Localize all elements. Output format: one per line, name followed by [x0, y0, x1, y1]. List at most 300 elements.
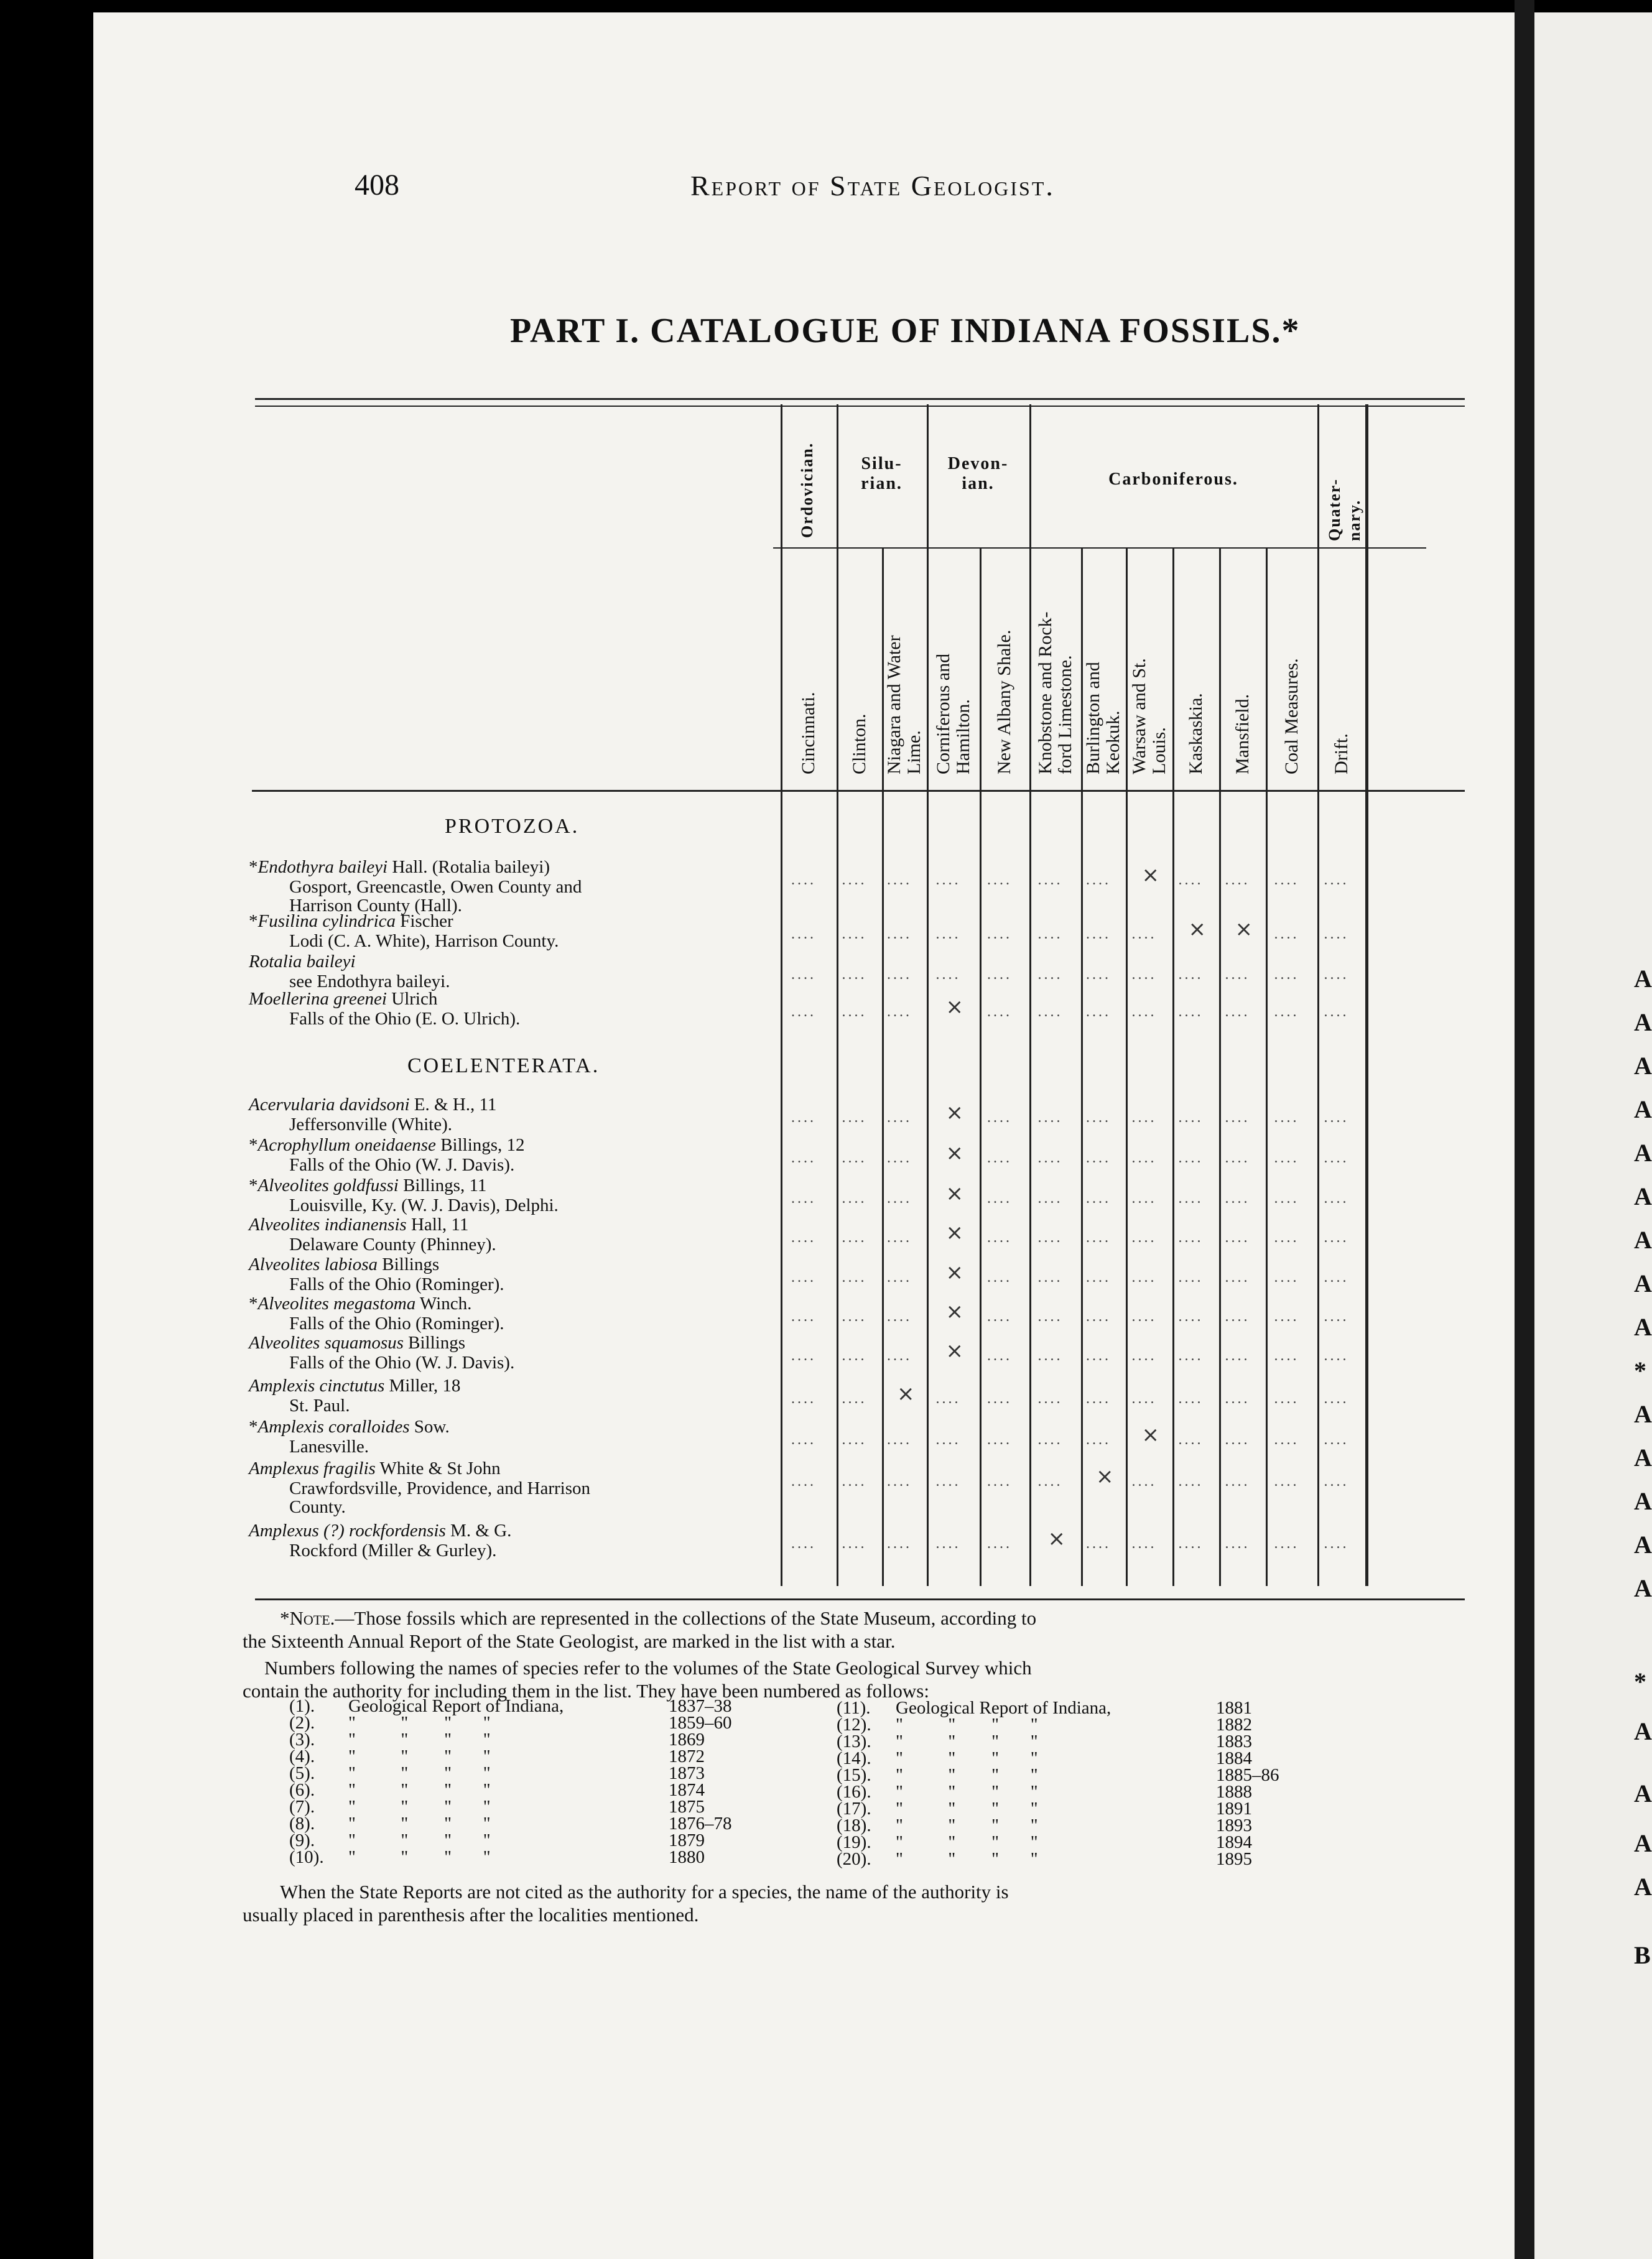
dot-leader: .... [1037, 1309, 1063, 1325]
dot-leader: .... [1274, 1230, 1299, 1246]
facing-page-letter: B [1634, 1941, 1651, 1969]
column-rule [837, 547, 838, 1586]
volume-label: " " " " [348, 1713, 491, 1733]
column-header: Niagara and Water Lime. [884, 635, 924, 774]
column-rule [1365, 404, 1368, 1586]
dot-leader: .... [791, 1004, 816, 1020]
species-locality: Falls of the Ohio (Rominger). [289, 1274, 504, 1294]
group-rule [1317, 404, 1319, 547]
dot-leader: .... [935, 872, 961, 888]
species-locality: St. Paul. [289, 1396, 350, 1416]
dot-leader: .... [1086, 1269, 1111, 1286]
column-rule [980, 547, 981, 1586]
column-header: Burlington and Keokuk. [1083, 662, 1123, 774]
volume-number: (2). [289, 1713, 315, 1733]
species-authority: Billings, 12 [435, 1135, 525, 1155]
column-header: Corniferous and Hamilton. [932, 653, 973, 774]
dot-leader: .... [1086, 1348, 1111, 1364]
dot-leader: .... [1178, 1269, 1204, 1286]
dot-leader: .... [791, 1110, 816, 1126]
volume-label: " " " " [348, 1730, 491, 1750]
dot-leader: .... [1274, 926, 1299, 942]
occurrence-mark: × [945, 1299, 963, 1324]
dot-leader: .... [1274, 1150, 1299, 1166]
column-header: New Albany Shale. [994, 629, 1014, 774]
dot-leader: .... [987, 1269, 1012, 1286]
dot-leader: .... [1178, 1391, 1204, 1407]
species-authority: Billings [403, 1333, 466, 1353]
group-header-ordovician: Ordovician. [798, 442, 816, 538]
volume-label: " " " " [348, 1830, 491, 1850]
species-authority: Fischer [396, 911, 453, 931]
column-rule [1126, 547, 1128, 1586]
dot-leader: .... [1086, 1536, 1111, 1552]
species-locality: Jeffersonville (White). [289, 1115, 452, 1134]
dot-leader: .... [842, 1348, 867, 1364]
volume-number: (1). [289, 1696, 315, 1716]
dot-leader: .... [1037, 1230, 1063, 1246]
closing-line-2: usually placed in parenthesis after the localities mentioned. [243, 1904, 699, 1926]
dot-leader: .... [842, 1230, 867, 1246]
volume-number: (19). [837, 1832, 871, 1852]
volume-year: 1869 [669, 1730, 705, 1750]
dot-leader: .... [1225, 1432, 1250, 1448]
dot-leader: .... [987, 872, 1012, 888]
catalogue-entry [249, 911, 453, 932]
dot-leader: .... [1037, 1004, 1063, 1020]
dot-leader: .... [791, 926, 816, 942]
species-locality: Lodi (C. A. White), Harrison County. [289, 931, 559, 951]
column-header: Kaskaskia. [1185, 693, 1206, 774]
star-marker: * [249, 1294, 258, 1314]
facing-page-letter: A [1634, 1717, 1652, 1745]
dot-leader: .... [1225, 1536, 1250, 1552]
dot-leader: .... [791, 1230, 816, 1246]
dot-leader: .... [1131, 1004, 1157, 1020]
dot-leader: .... [791, 967, 816, 983]
volume-label: " " " " [348, 1763, 491, 1783]
species-authority: White & St John [375, 1459, 501, 1478]
catalogue-entry [249, 1333, 465, 1353]
species-name: Endothyra baileyi [258, 857, 388, 877]
dot-leader: .... [1131, 1309, 1157, 1325]
dot-leader: .... [1324, 1309, 1349, 1325]
dot-leader: .... [1178, 1004, 1204, 1020]
table-bottom-rule [255, 1598, 1465, 1600]
volume-label: " " " " [896, 1816, 1038, 1835]
dot-leader: .... [935, 1432, 961, 1448]
dot-leader: .... [1274, 1190, 1299, 1207]
dot-leader: .... [987, 1150, 1012, 1166]
species-name: Alveolites indianensis [249, 1215, 407, 1235]
species-name: Alveolites megastoma [258, 1294, 416, 1314]
dot-leader: .... [1037, 1473, 1063, 1490]
dot-leader: .... [887, 1150, 912, 1166]
dot-leader: .... [1225, 1473, 1250, 1490]
dot-leader: .... [1131, 1150, 1157, 1166]
dot-leader: .... [1178, 1110, 1204, 1126]
volume-label: " " " " [348, 1814, 491, 1834]
species-name: Amplexis coralloides [258, 1417, 410, 1437]
dot-leader: .... [1086, 967, 1111, 983]
dot-leader: .... [1131, 1110, 1157, 1126]
dot-leader: .... [1131, 1348, 1157, 1364]
volume-year: 1876–78 [669, 1814, 732, 1834]
dot-leader: .... [1274, 1536, 1299, 1552]
group-header: Carboniferous. [1108, 470, 1238, 489]
dot-leader: .... [1225, 1391, 1250, 1407]
dot-leader: .... [935, 1536, 961, 1552]
dot-leader: .... [842, 1110, 867, 1126]
volume-year: 1895 [1216, 1849, 1252, 1869]
column-header: Coal Measures. [1281, 658, 1302, 774]
dot-leader: .... [1274, 1309, 1299, 1325]
column-rule [927, 547, 929, 1586]
facing-page-letter: A [1634, 1487, 1652, 1515]
occurrence-mark: × [945, 1338, 963, 1363]
occurrence-mark: × [945, 1260, 963, 1285]
star-marker: * [249, 857, 258, 877]
occurrence-mark: × [945, 1181, 963, 1206]
dot-leader: .... [1324, 1230, 1349, 1246]
volume-year: 1872 [669, 1746, 705, 1766]
catalogue-entry [249, 857, 550, 878]
dot-leader: .... [1225, 1269, 1250, 1286]
catalogue-entry [249, 1135, 525, 1156]
volume-label: " " " " [896, 1732, 1038, 1751]
dot-leader: .... [1131, 1391, 1157, 1407]
facing-page-letter: A [1634, 1574, 1652, 1602]
dot-leader: .... [1086, 872, 1111, 888]
volume-number: (3). [289, 1730, 315, 1750]
dot-leader: .... [1274, 1348, 1299, 1364]
dot-leader: .... [987, 1473, 1012, 1490]
dot-leader: .... [987, 1004, 1012, 1020]
dot-leader: .... [1131, 1536, 1157, 1552]
dot-leader: .... [842, 1269, 867, 1286]
section-heading: PROTOZOA. [445, 815, 580, 838]
species-authority: Hall, 11 [406, 1215, 469, 1235]
dot-leader: .... [1037, 1391, 1063, 1407]
dot-leader: .... [1178, 1432, 1204, 1448]
dot-leader: .... [1178, 1230, 1204, 1246]
dot-leader: .... [987, 1391, 1012, 1407]
closing-line-1: When the State Reports are not cited as the authority for a species, the name of the authority is [280, 1881, 1009, 1903]
volume-label: " " " " [348, 1746, 491, 1766]
volume-number: (7). [289, 1797, 315, 1817]
dot-leader: .... [791, 1348, 816, 1364]
volume-number: (20). [837, 1849, 871, 1869]
dot-leader: .... [1225, 1348, 1250, 1364]
document-page [93, 12, 1515, 2259]
dot-leader: .... [1178, 1348, 1204, 1364]
dot-leader: .... [1274, 1432, 1299, 1448]
dot-leader: .... [887, 1230, 912, 1246]
catalogue-entry [249, 952, 356, 972]
numbers-line-1: Numbers following the names of species refer to the volumes of the State Geological Survey which [264, 1657, 1032, 1679]
dot-leader: .... [1225, 1004, 1250, 1020]
species-name: Alveolites squamosus [249, 1333, 404, 1353]
column-rule [1172, 547, 1174, 1586]
dot-leader: .... [935, 1391, 961, 1407]
occurrence-mark: × [897, 1381, 915, 1406]
catalogue-entry [249, 1417, 450, 1437]
dot-leader: .... [935, 1473, 961, 1490]
species-name: Amplexus fragilis [249, 1459, 376, 1478]
dot-leader: .... [1324, 1004, 1349, 1020]
dot-leader: .... [887, 1348, 912, 1364]
occurrence-mark: × [1096, 1464, 1114, 1489]
occurrence-mark: × [945, 1100, 963, 1125]
dot-leader: .... [1274, 1391, 1299, 1407]
volume-number: (5). [289, 1763, 315, 1783]
dot-leader: .... [1037, 1110, 1063, 1126]
dot-leader: .... [987, 967, 1012, 983]
dot-leader: .... [1037, 1150, 1063, 1166]
dot-leader: .... [1274, 967, 1299, 983]
species-authority: Billings [378, 1255, 440, 1274]
facing-page-letter: A [1634, 1873, 1652, 1901]
star-marker: * [249, 1176, 258, 1195]
group-rule [773, 547, 1426, 549]
star-marker: * [249, 1417, 258, 1437]
volume-year: 1891 [1216, 1799, 1252, 1819]
dot-leader: .... [1086, 1230, 1111, 1246]
dot-leader: .... [1225, 1190, 1250, 1207]
facing-page-letter: A [1634, 1313, 1652, 1341]
volume-year: 1893 [1216, 1816, 1252, 1835]
dot-leader: .... [987, 1432, 1012, 1448]
species-authority: Hall. (Rotalia baileyi) [387, 857, 550, 877]
volume-year: 1885–86 [1216, 1765, 1279, 1785]
dot-leader: .... [1037, 1269, 1063, 1286]
dot-leader: .... [987, 1190, 1012, 1207]
dot-leader: .... [791, 1269, 816, 1286]
volume-number: (9). [289, 1830, 315, 1850]
volume-number: (16). [837, 1782, 871, 1802]
facing-page-letter: A [1634, 1400, 1652, 1428]
catalogue-entry [249, 1095, 496, 1115]
species-authority: M. & G. [445, 1521, 512, 1541]
species-authority: Miller, 18 [384, 1376, 461, 1396]
facing-page-letter: A [1634, 1269, 1652, 1297]
dot-leader: .... [1274, 1473, 1299, 1490]
occurrence-mark: × [1188, 917, 1206, 942]
volume-year: 1880 [669, 1847, 705, 1867]
dot-leader: .... [887, 1110, 912, 1126]
dot-leader: .... [1086, 1150, 1111, 1166]
dot-leader: .... [1225, 1150, 1250, 1166]
header-bottom-rule [252, 790, 1465, 792]
species-name: Moellerina greenei [249, 989, 387, 1009]
dot-leader: .... [887, 1004, 912, 1020]
dot-leader: .... [1225, 1309, 1250, 1325]
species-name: Acervularia davidsoni [249, 1095, 410, 1115]
dot-leader: .... [842, 1391, 867, 1407]
dot-leader: .... [842, 1004, 867, 1020]
volume-label: " " " " [896, 1832, 1038, 1852]
species-locality: Lanesville. [289, 1437, 369, 1457]
dot-leader: .... [1037, 872, 1063, 888]
dot-leader: .... [1178, 967, 1204, 983]
species-name: Alveolites labiosa [249, 1255, 378, 1274]
dot-leader: .... [1131, 1190, 1157, 1207]
star-marker: * [249, 911, 258, 931]
species-name: Fusilina cylindrica [258, 911, 396, 931]
species-locality: Falls of the Ohio (E. O. Ulrich). [289, 1009, 521, 1029]
volume-year: 1837–38 [669, 1696, 732, 1716]
volume-label: " " " " [348, 1780, 491, 1800]
occurrence-mark: × [945, 995, 963, 1019]
dot-leader: .... [842, 1432, 867, 1448]
dot-leader: .... [1086, 1110, 1111, 1126]
volume-label: Geological Report of Indiana, [896, 1698, 1111, 1718]
dot-leader: .... [1037, 1190, 1063, 1207]
dot-leader: .... [935, 926, 961, 942]
dot-leader: .... [1037, 967, 1063, 983]
dot-leader: .... [1274, 872, 1299, 888]
dot-leader: .... [1131, 1269, 1157, 1286]
column-header: Drift. [1330, 733, 1352, 774]
column-rule [781, 404, 782, 1586]
dot-leader: .... [1178, 872, 1204, 888]
species-locality: Delaware County (Phinney). [289, 1235, 496, 1255]
volume-year: 1873 [669, 1763, 705, 1783]
species-authority: Sow. [409, 1417, 450, 1437]
dot-leader: .... [987, 1536, 1012, 1552]
dot-leader: .... [1178, 1150, 1204, 1166]
volume-year: 1875 [669, 1797, 705, 1817]
volume-number: (18). [837, 1816, 871, 1835]
volume-number: (15). [837, 1765, 871, 1785]
dot-leader: .... [987, 1230, 1012, 1246]
species-locality: Falls of the Ohio (W. J. Davis). [289, 1155, 515, 1175]
catalogue-entry [249, 1176, 486, 1196]
dot-leader: .... [1178, 1473, 1204, 1490]
dot-leader: .... [887, 1190, 912, 1207]
volume-number: (6). [289, 1780, 315, 1800]
dot-leader: .... [1225, 967, 1250, 983]
volume-label: " " " " [896, 1849, 1038, 1869]
species-locality: Falls of the Ohio (W. J. Davis). [289, 1353, 515, 1373]
facing-page-letter: A [1634, 1226, 1652, 1254]
dot-leader: .... [1324, 1190, 1349, 1207]
column-rule [1317, 547, 1319, 1586]
dot-leader: .... [791, 1190, 816, 1207]
running-title: Report of State Geologist. [690, 170, 1055, 202]
species-authority: Ulrich [387, 989, 438, 1009]
dot-leader: .... [842, 926, 867, 942]
dot-leader: .... [1086, 1309, 1111, 1325]
volume-label: " " " " [896, 1765, 1038, 1785]
dot-leader: .... [791, 1391, 816, 1407]
species-locality: Rockford (Miller & Gurley). [289, 1541, 497, 1561]
facing-page-letter: A [1634, 1008, 1652, 1036]
dot-leader: .... [842, 1473, 867, 1490]
volume-label: Geological Report of Indiana, [348, 1696, 564, 1716]
dot-leader: .... [791, 1432, 816, 1448]
volume-label: " " " " [348, 1847, 491, 1867]
species-name: Amplexus (?) rockfordensis [249, 1521, 446, 1541]
catalogue-entry [249, 1459, 501, 1479]
dot-leader: .... [842, 967, 867, 983]
dot-leader: .... [887, 1536, 912, 1552]
dot-leader: .... [887, 1309, 912, 1325]
volume-number: (17). [837, 1799, 871, 1819]
volume-label: " " " " [896, 1782, 1038, 1802]
occurrence-mark: × [945, 1220, 963, 1245]
volume-number: (11). [837, 1698, 871, 1718]
facing-page-letter: A [1634, 1444, 1652, 1472]
volume-number: (12). [837, 1715, 871, 1735]
species-locality: Crawfordsville, Providence, and Harrison County. [289, 1478, 591, 1517]
dot-leader: .... [791, 872, 816, 888]
catalogue-entry [249, 1255, 439, 1275]
dot-leader: .... [1324, 1110, 1349, 1126]
volume-year: 1888 [1216, 1782, 1252, 1802]
dot-leader: .... [1086, 1190, 1111, 1207]
dot-leader: .... [1225, 872, 1250, 888]
dot-leader: .... [1131, 1230, 1157, 1246]
dot-leader: .... [887, 926, 912, 942]
dot-leader: .... [842, 1190, 867, 1207]
dot-leader: .... [1324, 1432, 1349, 1448]
table-top-rule-2 [255, 406, 1465, 407]
dot-leader: .... [1225, 1110, 1250, 1126]
species-authority: Winch. [415, 1294, 472, 1314]
facing-page-letter: A [1634, 1052, 1652, 1080]
book-spine [1515, 0, 1534, 2259]
numbers-line-2: contain the authority for including them in the list. They have been numbered as follows: [243, 1680, 929, 1702]
species-authority: E. & H., 11 [409, 1095, 497, 1115]
dot-leader: .... [1086, 1432, 1111, 1448]
group-header: Devon- ian. [947, 454, 1009, 493]
dot-leader: .... [842, 1309, 867, 1325]
facing-page-letter: A [1634, 1182, 1652, 1210]
volume-label: " " " " [348, 1797, 491, 1817]
occurrence-mark: × [1047, 1526, 1065, 1551]
group-header-quaternary: Quater- nary. [1325, 478, 1363, 541]
species-locality: see Endothyra baileyi. [289, 972, 450, 991]
volume-year: 1859–60 [669, 1713, 732, 1733]
note-line-1: *Note.—Those fossils which are represented in the collections of the State Museum, according to [280, 1607, 1037, 1629]
dot-leader: .... [1178, 1190, 1204, 1207]
occurrence-mark: × [1141, 863, 1159, 888]
column-header: Warsaw and St. Louis. [1128, 658, 1169, 774]
volume-number: (10). [289, 1847, 324, 1867]
dot-leader: .... [791, 1536, 816, 1552]
volume-year: 1879 [669, 1830, 705, 1850]
dot-leader: .... [935, 967, 961, 983]
dot-leader: .... [1131, 926, 1157, 942]
volume-year: 1882 [1216, 1715, 1252, 1735]
facing-page-edge [1534, 12, 1652, 2259]
species-locality: Gosport, Greencastle, Owen County and Harrison County (Hall). [289, 877, 582, 916]
dot-leader: .... [1324, 926, 1349, 942]
note-line-2: the Sixteenth Annual Report of the State Geologist, are marked in the list with a star. [243, 1630, 896, 1652]
volume-year: 1884 [1216, 1748, 1252, 1768]
dot-leader: .... [1324, 1150, 1349, 1166]
facing-page-letter: A [1634, 1829, 1652, 1857]
dot-leader: .... [1037, 1348, 1063, 1364]
dot-leader: .... [1086, 1391, 1111, 1407]
dot-leader: .... [887, 1269, 912, 1286]
species-name: Alveolites goldfussi [258, 1176, 399, 1195]
group-header: Silu- rian. [861, 454, 903, 493]
dot-leader: .... [1037, 926, 1063, 942]
dot-leader: .... [1274, 1269, 1299, 1286]
dot-leader: .... [842, 872, 867, 888]
